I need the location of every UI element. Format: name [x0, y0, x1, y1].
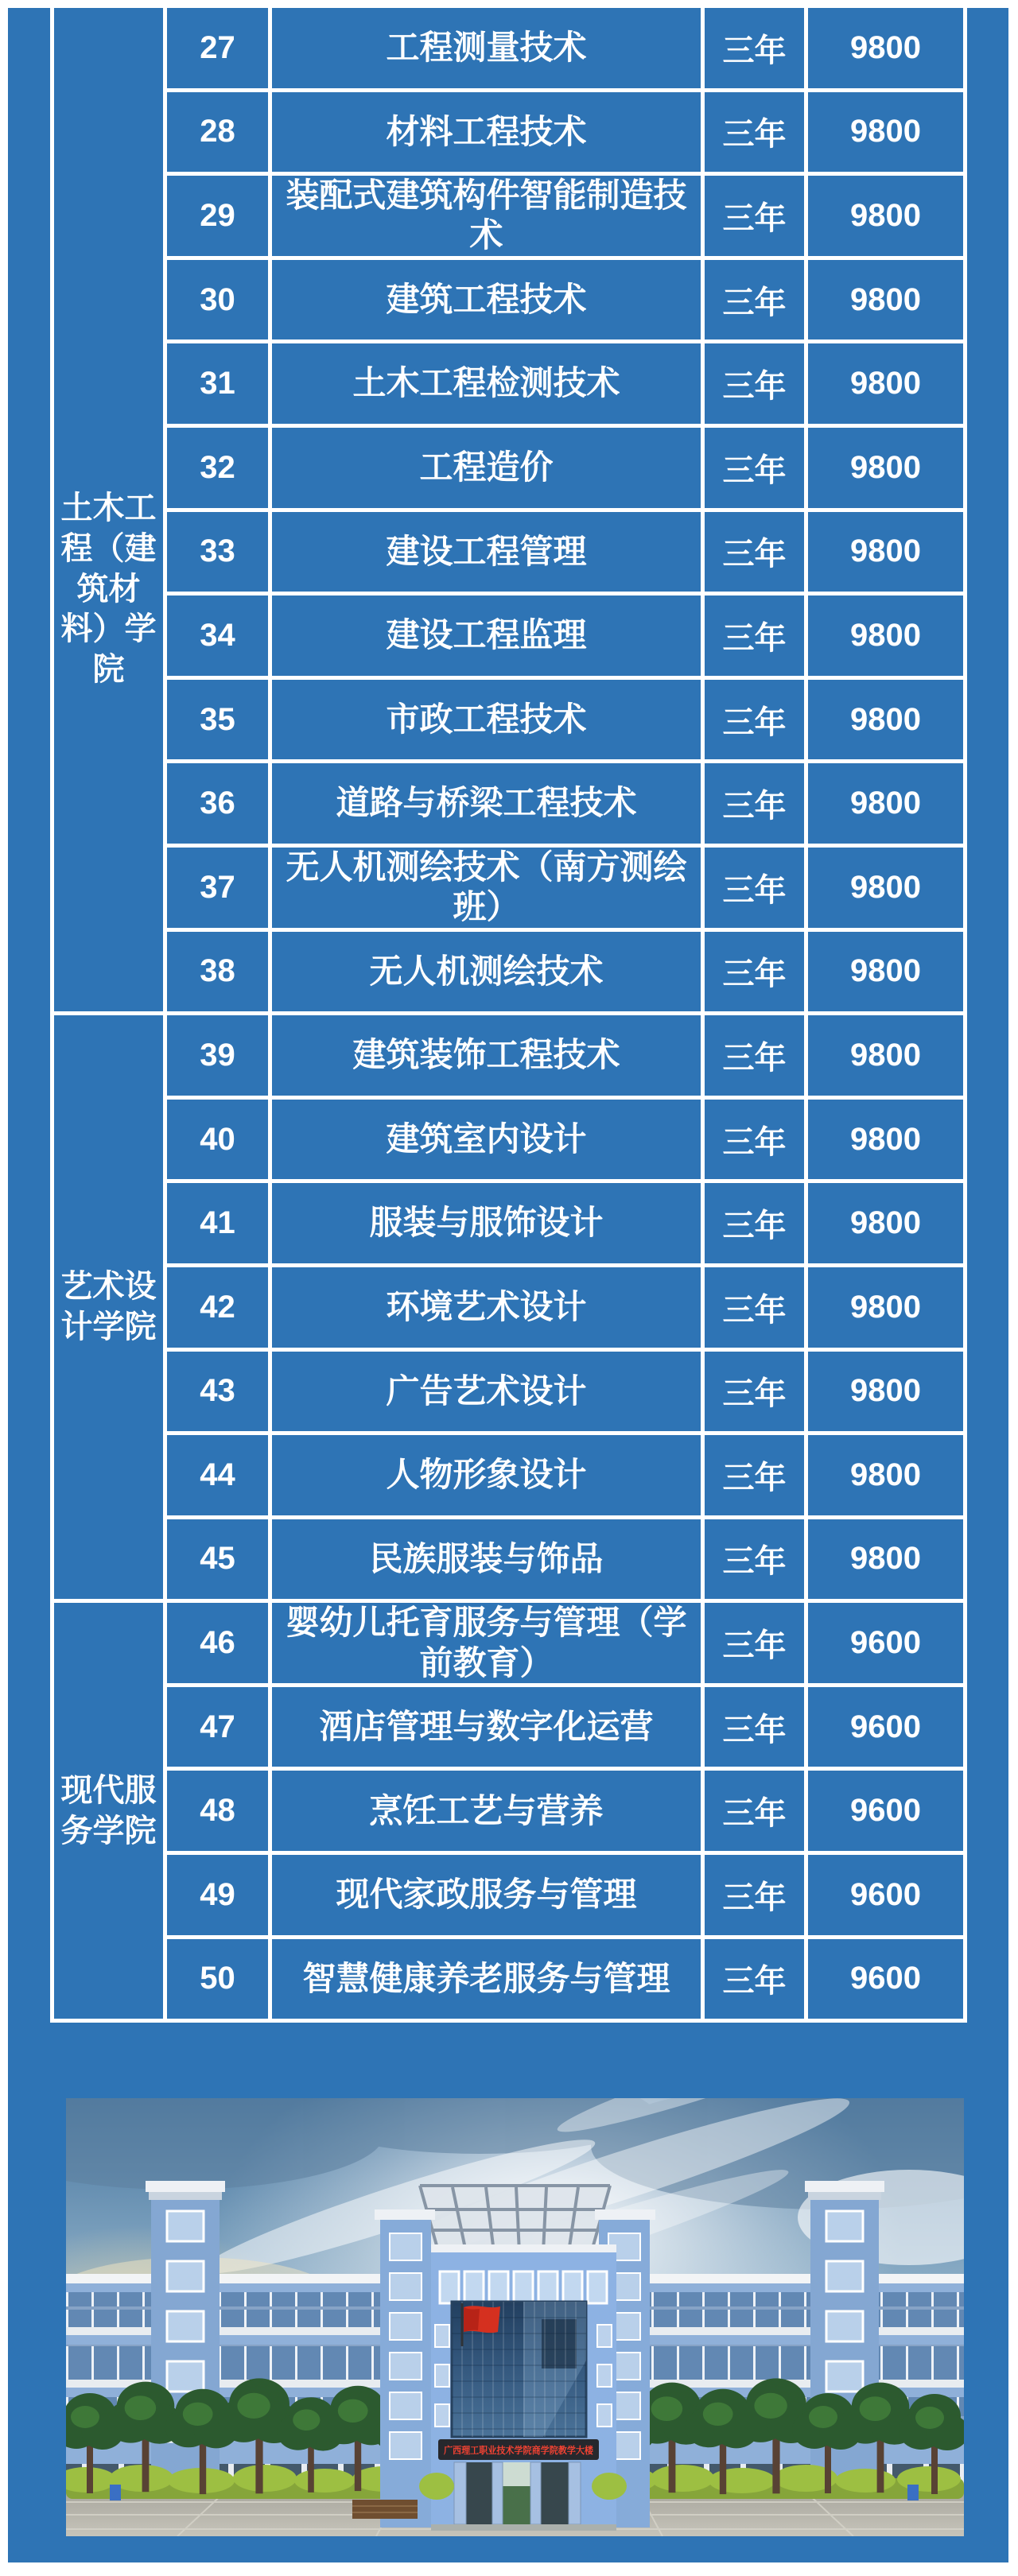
row-duration: 三年 [705, 1183, 804, 1263]
row-fee: 9800 [808, 1267, 963, 1348]
row-duration: 三年 [705, 1687, 804, 1767]
row-duration: 三年 [705, 848, 804, 928]
row-no: 31 [167, 343, 268, 424]
row-major: 道路与桥梁工程技术 [272, 763, 701, 844]
row-major: 建筑室内设计 [272, 1100, 701, 1180]
row-no: 38 [167, 932, 268, 1012]
row-duration: 三年 [705, 1939, 804, 2019]
roof-crown [420, 2186, 610, 2254]
row-no: 50 [167, 1939, 268, 2019]
row-fee: 9600 [808, 1687, 963, 1767]
fee-table [50, 8, 967, 2023]
row-no: 40 [167, 1100, 268, 1180]
row-no: 35 [167, 680, 268, 760]
row-duration: 三年 [705, 680, 804, 760]
row-fee: 9800 [808, 260, 963, 340]
row-duration: 三年 [705, 596, 804, 676]
row-no: 29 [167, 176, 268, 256]
row-major: 酒店管理与数字化运营 [272, 1687, 701, 1767]
row-major: 建设工程管理 [272, 512, 701, 592]
row-no: 34 [167, 596, 268, 676]
row-duration: 三年 [705, 1435, 804, 1515]
row-duration: 三年 [705, 512, 804, 592]
college-cell-modern-service: 现代服务学院 [54, 1603, 163, 2019]
row-no: 33 [167, 512, 268, 592]
row-major: 无人机测绘技术（南方测绘班） [272, 848, 701, 928]
row-duration: 三年 [705, 8, 804, 88]
row-major: 材料工程技术 [272, 92, 701, 173]
row-fee: 9800 [808, 1352, 963, 1432]
row-major: 婴幼儿托育服务与管理（学前教育） [272, 1603, 701, 1683]
row-no: 36 [167, 763, 268, 844]
row-duration: 三年 [705, 1855, 804, 1935]
row-major: 土木工程检测技术 [272, 343, 701, 424]
row-fee: 9600 [808, 1603, 963, 1683]
row-no: 46 [167, 1603, 268, 1683]
row-no: 49 [167, 1855, 268, 1935]
row-fee: 9800 [808, 1183, 963, 1263]
banner-text: 广西理工职业技术学院商学院教学大楼 [444, 2445, 607, 2456]
row-fee: 9800 [808, 1015, 963, 1096]
row-no: 32 [167, 428, 268, 508]
row-major: 市政工程技术 [272, 680, 701, 760]
row-fee: 9800 [808, 1435, 963, 1515]
building-tower [352, 2186, 655, 2531]
row-fee: 9800 [808, 596, 963, 676]
row-fee: 9800 [808, 680, 963, 760]
row-no: 45 [167, 1519, 268, 1600]
row-no: 41 [167, 1183, 268, 1263]
row-major: 智慧健康养老服务与管理 [272, 1939, 701, 2019]
row-no: 48 [167, 1771, 268, 1851]
row-major: 广告艺术设计 [272, 1352, 701, 1432]
row-duration: 三年 [705, 763, 804, 844]
row-fee: 9800 [808, 848, 963, 928]
blue-sign-right [907, 2485, 919, 2500]
row-no: 30 [167, 260, 268, 340]
row-no: 27 [167, 8, 268, 88]
row-fee: 9800 [808, 428, 963, 508]
row-major: 现代家政服务与管理 [272, 1855, 701, 1935]
row-major: 服装与服饰设计 [272, 1183, 701, 1263]
row-duration: 三年 [705, 92, 804, 173]
blue-background [8, 8, 1008, 2562]
row-duration: 三年 [705, 1015, 804, 1096]
row-fee: 9800 [808, 763, 963, 844]
row-no: 43 [167, 1352, 268, 1432]
college-cell-art-design: 艺术设计学院 [54, 1015, 163, 1599]
row-fee: 9800 [808, 343, 963, 424]
row-no: 44 [167, 1435, 268, 1515]
row-duration: 三年 [705, 176, 804, 256]
row-fee: 9600 [808, 1855, 963, 1935]
row-major: 烹饪工艺与营养 [272, 1771, 701, 1851]
row-fee: 9800 [808, 92, 963, 173]
row-duration: 三年 [705, 1519, 804, 1600]
row-fee: 9800 [808, 8, 963, 88]
row-fee: 9800 [808, 932, 963, 1012]
row-no: 39 [167, 1015, 268, 1096]
row-no: 47 [167, 1687, 268, 1767]
row-major: 人物形象设计 [272, 1435, 701, 1515]
row-duration: 三年 [705, 1267, 804, 1348]
row-fee: 9600 [808, 1939, 963, 2019]
row-duration: 三年 [705, 1100, 804, 1180]
blue-sign-left [110, 2485, 121, 2500]
row-fee: 9800 [808, 1100, 963, 1180]
row-duration: 三年 [705, 343, 804, 424]
row-major: 建筑装饰工程技术 [272, 1015, 701, 1096]
row-duration: 三年 [705, 1603, 804, 1683]
row-major: 工程测量技术 [272, 8, 701, 88]
row-duration: 三年 [705, 1771, 804, 1851]
row-major: 装配式建筑构件智能制造技术 [272, 176, 701, 256]
row-fee: 9800 [808, 176, 963, 256]
row-major: 建设工程监理 [272, 596, 701, 676]
entrance-banner [438, 2439, 607, 2460]
row-fee: 9800 [808, 512, 963, 592]
row-duration: 三年 [705, 1352, 804, 1432]
row-no: 28 [167, 92, 268, 173]
row-duration: 三年 [705, 932, 804, 1012]
row-fee: 9800 [808, 1519, 963, 1600]
row-duration: 三年 [705, 428, 804, 508]
college-cell-civil-engineering: 土木工程（建筑材料）学院 [54, 8, 163, 1011]
row-major: 环境艺术设计 [272, 1267, 701, 1348]
row-major: 无人机测绘技术 [272, 932, 701, 1012]
row-major: 民族服装与饰品 [272, 1519, 701, 1600]
row-no: 42 [167, 1267, 268, 1348]
row-major: 建筑工程技术 [272, 260, 701, 340]
row-no: 37 [167, 848, 268, 928]
row-fee: 9600 [808, 1771, 963, 1851]
campus-photo [66, 2098, 964, 2536]
row-major: 工程造价 [272, 428, 701, 508]
row-duration: 三年 [705, 260, 804, 340]
